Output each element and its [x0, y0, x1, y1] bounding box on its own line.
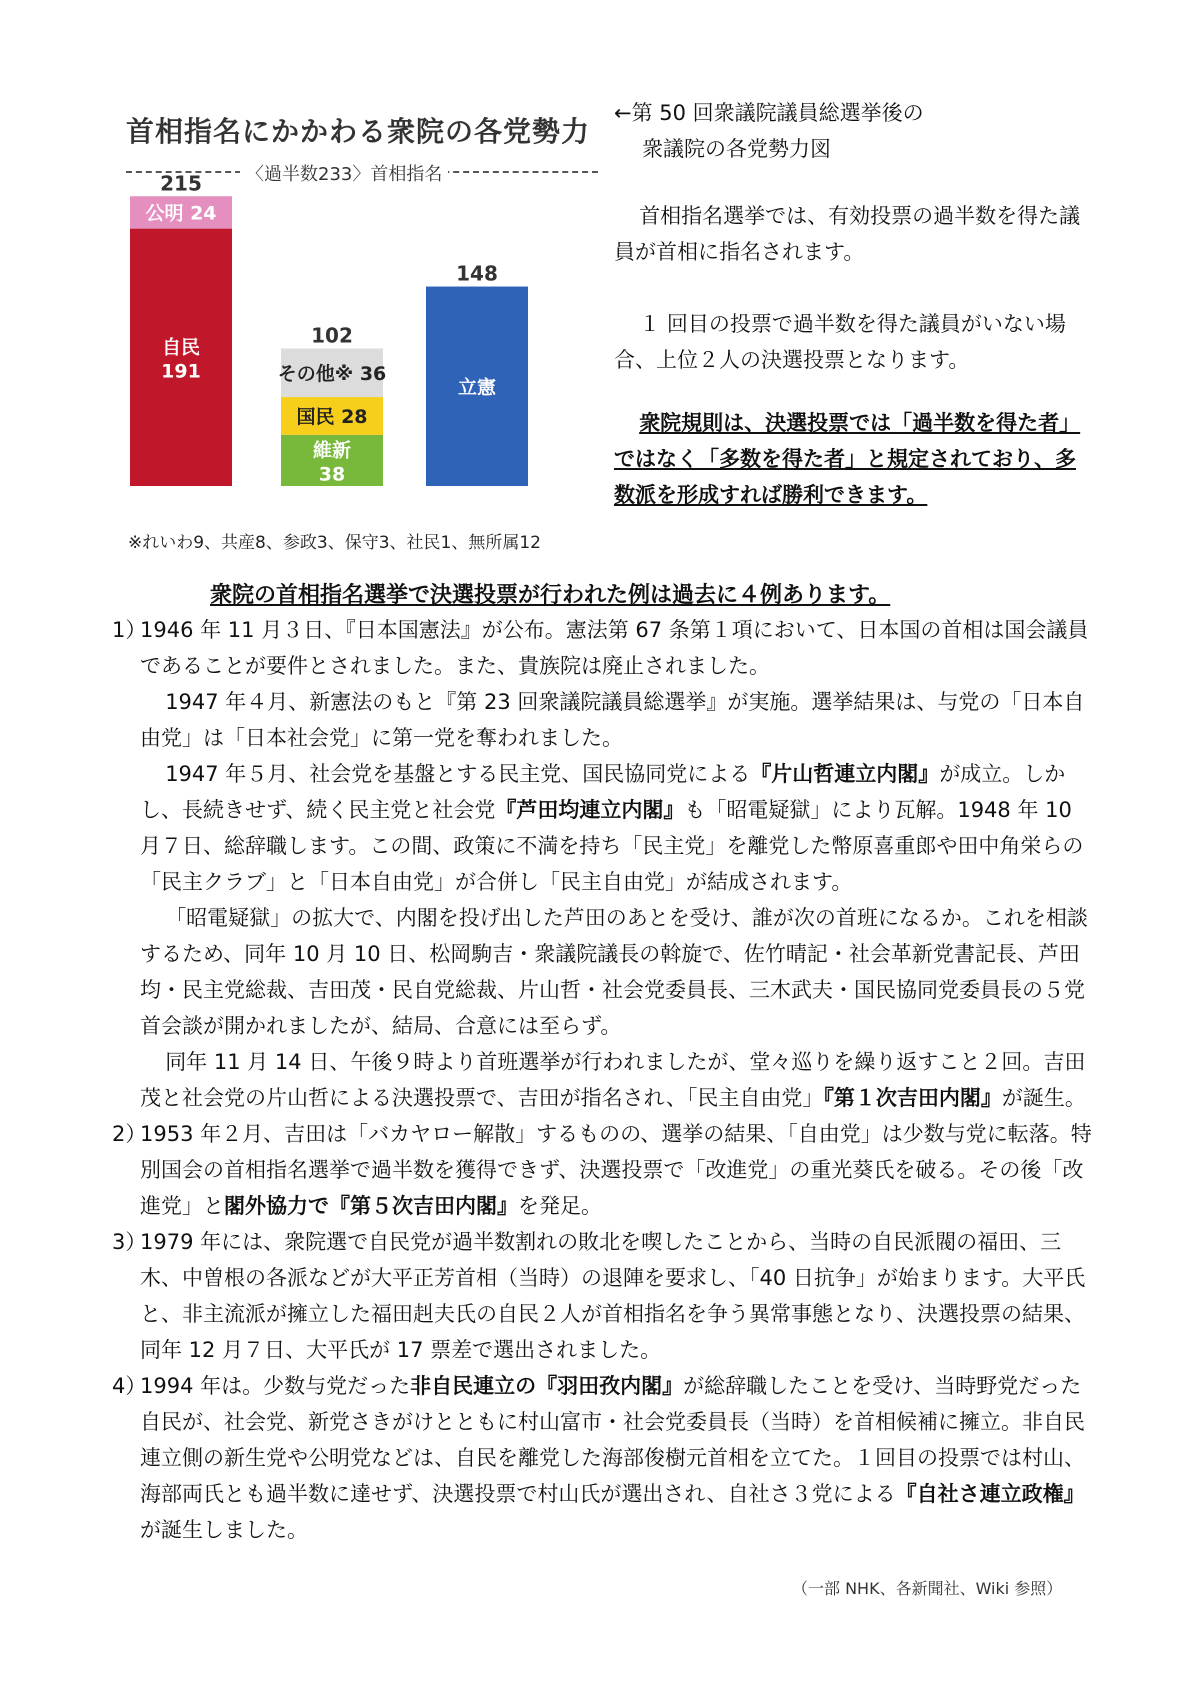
example-1-paragraph-3: [112, 756, 1094, 900]
government-name-jisha: 『自社さ連立政権』: [895, 1482, 1085, 1506]
example-1-paragraph-5: [112, 1044, 1094, 1116]
example-1-paragraph-4: 「昭電疑獄」の拡大で、内閣を投げ出した芦田のあとを受け、誰が次の首班になるか。これを相談するため、同年 10 月 10 日、松岡駒吉・衆議院議長の斡旋で、佐竹晴記・社会革新党書記長、芦田均・民主党総裁、吉田茂・民自党総裁、片山哲・社会党委員長、三木武夫・国民協同党委員長の５党首会談が開かれましたが、結局、合意には至らず。: [140, 906, 1088, 1038]
text-run: を発足。: [518, 1194, 602, 1218]
example-2-number: 2）: [112, 1122, 147, 1146]
segment-label: 公明 24: [145, 202, 217, 225]
caption-line-2: 衆議院の各党勢力図: [642, 137, 831, 161]
example-1: [112, 612, 1094, 684]
party-strength-chart: [108, 98, 606, 564]
example-3-text: 1979 年には、衆院選で自民党が過半数割れの敗北を喫したことから、当時の自民派閥の福田、三木、中曽根の各派などが大平正芳首相（当時）の退陣を要求し、「40 日抗争」が始まります。大平氏と、非主流派が擁立した福田赳夫氏の自民２人が首相指名を争う異常事態となり、決選投票の結果、同年 12 月７日、大平氏が 17 票差で選出されました。: [140, 1230, 1086, 1362]
example-1-paragraph-2: 1947 年４月、新憲法のもと『第 23 回衆議院議員総選挙』が実施。選挙結果は、与党の「日本自由党」は「日本社会党」に第一党を奪われました。: [140, 690, 1085, 750]
bar-total-label: 102: [311, 323, 353, 348]
example-1-number: 1）: [112, 618, 147, 642]
example-2: [112, 1116, 1094, 1224]
bar-total-label: 148: [456, 261, 498, 286]
text-run: が誕生しました。: [140, 1518, 308, 1542]
text-run: が誕生。: [1001, 1086, 1086, 1110]
segment-party-label: 維新: [312, 439, 352, 462]
example-3-number: 3）: [112, 1230, 147, 1254]
chart-title: 首相指名にかかわる衆院の各党勢力: [126, 115, 591, 148]
cabinet-name-ashida: 『芦田均連立内閣』: [495, 798, 685, 822]
chart-caption: [614, 95, 1094, 167]
section-headline: 衆院の首相指名選挙で決選投票が行われた例は過去に４例あります。: [210, 583, 891, 608]
text-run: が総辞職したことを受け、当時野党だった自民が、社会党、新党さきがけとともに村山富市・社会党委員長（当時）を首相候補に擁立。非自民連立側の新生党や公明党などは、自民を離党した海部俊樹元首相を立てた。１回目の投票では村山、海部両氏とも過半数に達せず、決選投票で村山氏が選出され、自社さ３党による: [140, 1374, 1085, 1506]
segment-label: 国民 28: [296, 405, 368, 428]
cabinet-name-yoshida-1: 『第１次吉田内閣』: [823, 1086, 1002, 1110]
segment-party-label: 自民: [161, 336, 201, 359]
text-run: も「昭電疑獄」により瓦解。1948 年 10 月７日、総辞職します。この間、政策に不満を持ち「民主党」を離党した幣原喜重郎や田中角栄らの「民主クラブ」と「日本自由党」が合併し「民主自由党」が結成されます。: [140, 798, 1084, 894]
example-4-number: 4）: [112, 1374, 147, 1398]
cabinet-name-hata: 非自民連立の『羽田孜内閣』: [410, 1374, 684, 1398]
source-note: （一部 NHK、各新聞社、Wiki 参照）: [792, 1579, 1063, 1598]
text-run: が成立。しかし、長続きせず、続く民主党と社会党: [140, 762, 1066, 822]
text-run: 1994 年は。少数与党だった: [140, 1374, 411, 1398]
segment-label: 立憲: [457, 376, 497, 399]
text-run: 1953 年２月、吉田は「バカヤロー解散」するものの、選挙の結果、「自由党」は少数与党に転落。特別国会の首相指名選挙で過半数を獲得できず、決選投票で「改進党」の重光葵氏を破る。その後「改進党」と: [140, 1122, 1092, 1218]
caption-line-1: ←第 50 回衆議院議員総選挙後の: [614, 101, 924, 125]
text-run: 同年 11 月 14 日、午後９時より首班選挙が行われましたが、堂々巡りを繰り返すこと２回。吉田茂と社会党の片山哲による決選投票で、吉田が指名され、「民主自由党」: [140, 1050, 1086, 1110]
intro-paragraph-3: 衆院規則は、決選投票では「過半数を得た者」ではなく「多数を得た者」と規定されており、多数派を形成すれば勝利できます。: [614, 411, 1081, 507]
majority-label: 〈過半数233〉首相指名: [240, 160, 448, 186]
segment-value-label: 191: [161, 360, 201, 383]
intro-paragraph-1: 首相指名選挙では、有効投票の過半数を得た議員が首相に指名されます。: [614, 204, 1081, 264]
text-run: 1947 年５月、社会党を基盤とする民主党、国民協同党による: [165, 762, 751, 786]
example-1-text-1: 1946 年 11 月３日、『日本国憲法』が公布。憲法第 67 条第１項において、日本国の首相は国会議員であることが要件とされました。また、貴族院は廃止されました。: [140, 618, 1089, 678]
cabinet-name-katayama: 『片山哲連立内閣』: [750, 762, 940, 786]
example-4: [112, 1368, 1094, 1548]
segment-label: その他※ 36: [277, 362, 387, 385]
example-3: [112, 1224, 1094, 1368]
intro-paragraph-2: １ 回目の投票で過半数を得た議員がいない場合、上位２人の決選投票となります。: [614, 312, 1066, 372]
chart-footnote: ※れいわ9、共産8、参政3、保守3、社民1、無所属12: [128, 533, 541, 553]
segment-value-label: 38: [318, 463, 346, 486]
examples-list: [112, 612, 1094, 1548]
bar-total-label: 215: [160, 171, 202, 196]
chart-plot: [108, 98, 606, 528]
cabinet-name-yoshida-5: 閣外協力で『第５次吉田内閣』: [224, 1194, 518, 1218]
